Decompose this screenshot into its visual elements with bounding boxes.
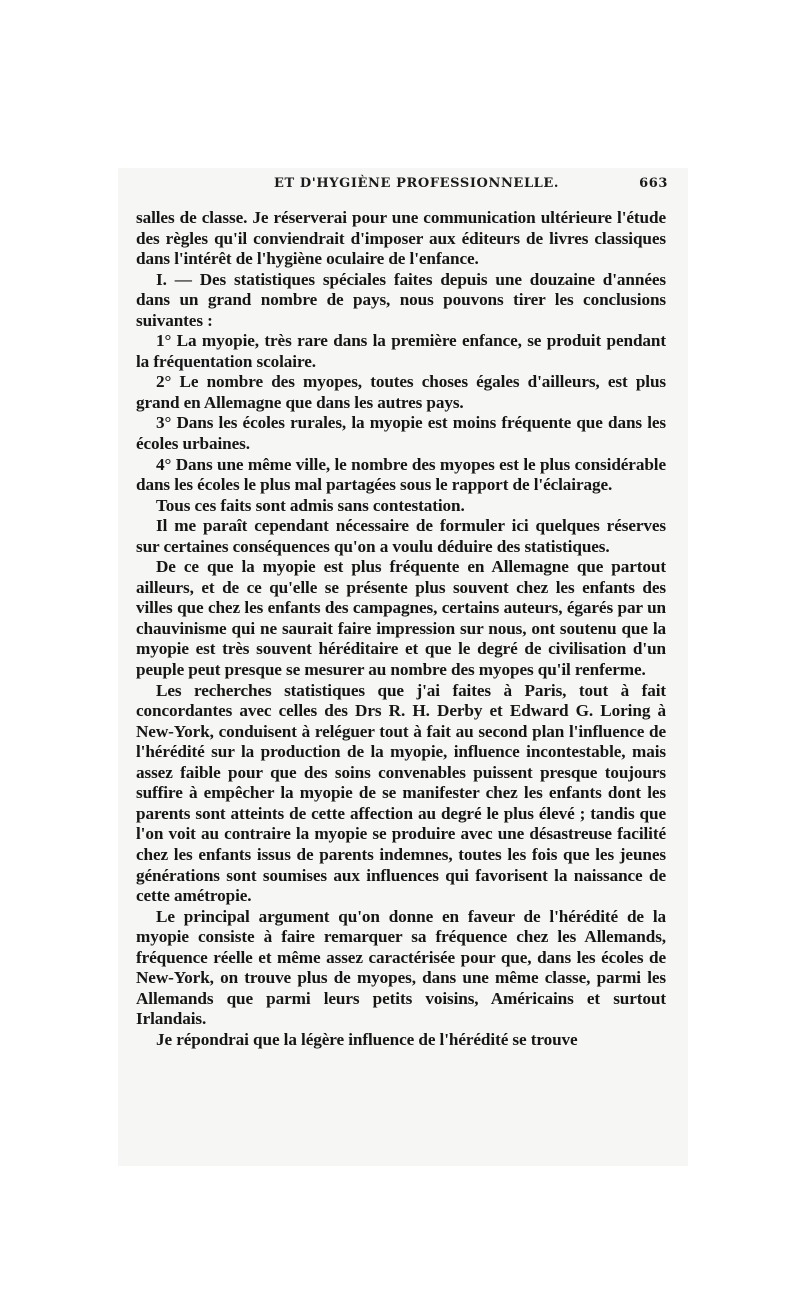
paragraph: 1° La myopie, très rare dans la première enfance, se produit pendant la fréquentation scolaire. [136, 331, 666, 371]
paragraph: De ce que la myopie est plus fréquente en Allemagne que partout ailleurs, et de ce qu'elle se présente plus souvent chez les enfants des villes que chez les enfants des campagnes, certains auteurs, égarés par un chauvinisme qui ne saurait faire impression sur nous, ont soutenu que la myopie est très souvent héréditaire et que le degré de civilisation d'un peuple peut presque se mesurer au nombre des myopes qu'il renferme. [136, 557, 666, 680]
paragraph: 4° Dans une même ville, le nombre des myopes est le plus considérable dans les écoles le plus mal partagées sous le rapport de l'éclairage. [136, 454, 666, 495]
paragraph: salles de classe. Je réserverai pour une communication ultérieure l'étude des règles qu'il conviendrait d'imposer aux éditeurs de livres classiques dans l'intérêt de l'hygiène oculaire de l'enfance. [136, 208, 666, 269]
scanned-page [118, 168, 688, 1166]
paragraph: Tous ces faits sont admis sans contestation. [156, 495, 465, 515]
paragraph: 2° Le nombre des myopes, toutes choses égales d'ailleurs, est plus grand en Allemagne que dans les autres pays. [136, 372, 666, 412]
page-number: 663 [639, 176, 668, 191]
paragraph: Il me paraît cependant nécessaire de formuler ici quelques réserves sur certaines conséquences qu'on a voulu déduire des statistiques. [136, 516, 666, 556]
paragraph: Les recherches statistiques que j'ai faites à Paris, tout à fait concordantes avec celles des Drs R. H. Derby et Edward G. Loring à New-York, conduisent à reléguer tout à fait au second plan l'influence de l'hérédité sur la production de la myopie, influence incontestable, mais assez faible pour que des soins convenables puissent presque toujours suffire à empêcher la myopie de se manifester chez les enfants dont les parents sont atteints de cette affection au degré le plus élevé ; tandis que l'on voit au contraire la myopie se produire avec une désastreuse facilité chez les enfants issus de parents indemnes, toutes les fois que les jeunes générations sont soumises aux influences qui favorisent la naissance de cette amétropie. [136, 680, 666, 906]
running-head [118, 176, 688, 206]
paragraph: Le principal argument qu'on donne en faveur de l'hérédité de la myopie consiste à faire remarquer sa fréquence chez les Allemands, fréquence réelle et même assez caractérisée pour que, dans les écoles de New-York, on trouve plus de myopes, dans une même classe, parmi les Allemands que parmi leurs petits voisins, Américains et surtout Irlandais. [136, 906, 666, 1029]
body-text [136, 208, 666, 1050]
running-title: ET D'HYGIÈNE PROFESSIONNELLE. [274, 176, 560, 191]
paragraph: Je répondrai que la légère influence de l'hérédité se trouve [156, 1029, 578, 1049]
paragraph: I. — Des statistiques spéciales faites depuis une douzaine d'années dans un grand nombre de pays, nous pouvons tirer les conclusions suivantes : [136, 269, 666, 330]
paragraph: 3° Dans les écoles rurales, la myopie est moins fréquente que dans les écoles urbaines. [136, 413, 666, 454]
